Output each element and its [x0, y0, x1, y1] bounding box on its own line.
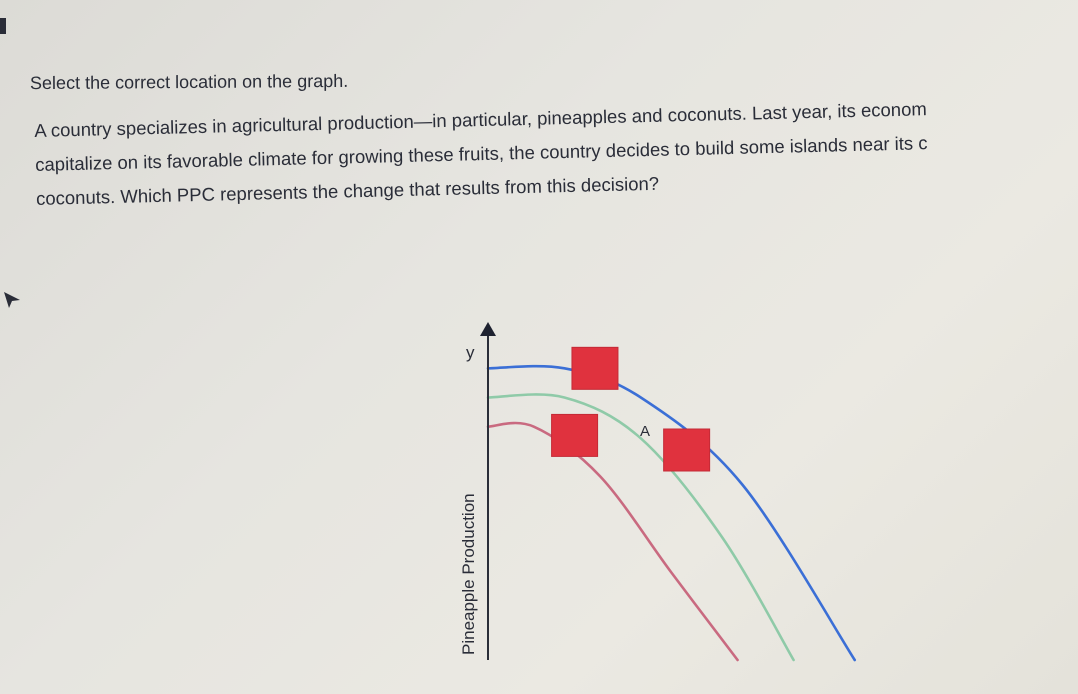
- instruction-text: Select the correct location on the graph.: [29, 70, 349, 94]
- y-axis-label: Pineapple Production: [459, 493, 478, 655]
- ppc-curve-1: [488, 366, 855, 660]
- question-line-2: capitalize on its favorable climate for growing these fruits, the country decides to build some islands near its c: [34, 132, 928, 175]
- question-line-1: A country specializes in agricultural production—in particular, pineapples and coconuts. Last year, its econom: [34, 98, 928, 141]
- target-middle[interactable]: [552, 414, 598, 456]
- y-axis-arrow-icon: [480, 322, 496, 336]
- ppc-curves: [488, 366, 855, 660]
- target-markers[interactable]: [552, 347, 710, 471]
- curve-label-a: A: [640, 423, 651, 440]
- target-top[interactable]: [572, 347, 618, 389]
- y-axis-letter: y: [466, 343, 475, 362]
- question-line-3: coconuts. Which PPC represents the change that results from this decision?: [35, 172, 660, 209]
- target-right[interactable]: [664, 429, 710, 471]
